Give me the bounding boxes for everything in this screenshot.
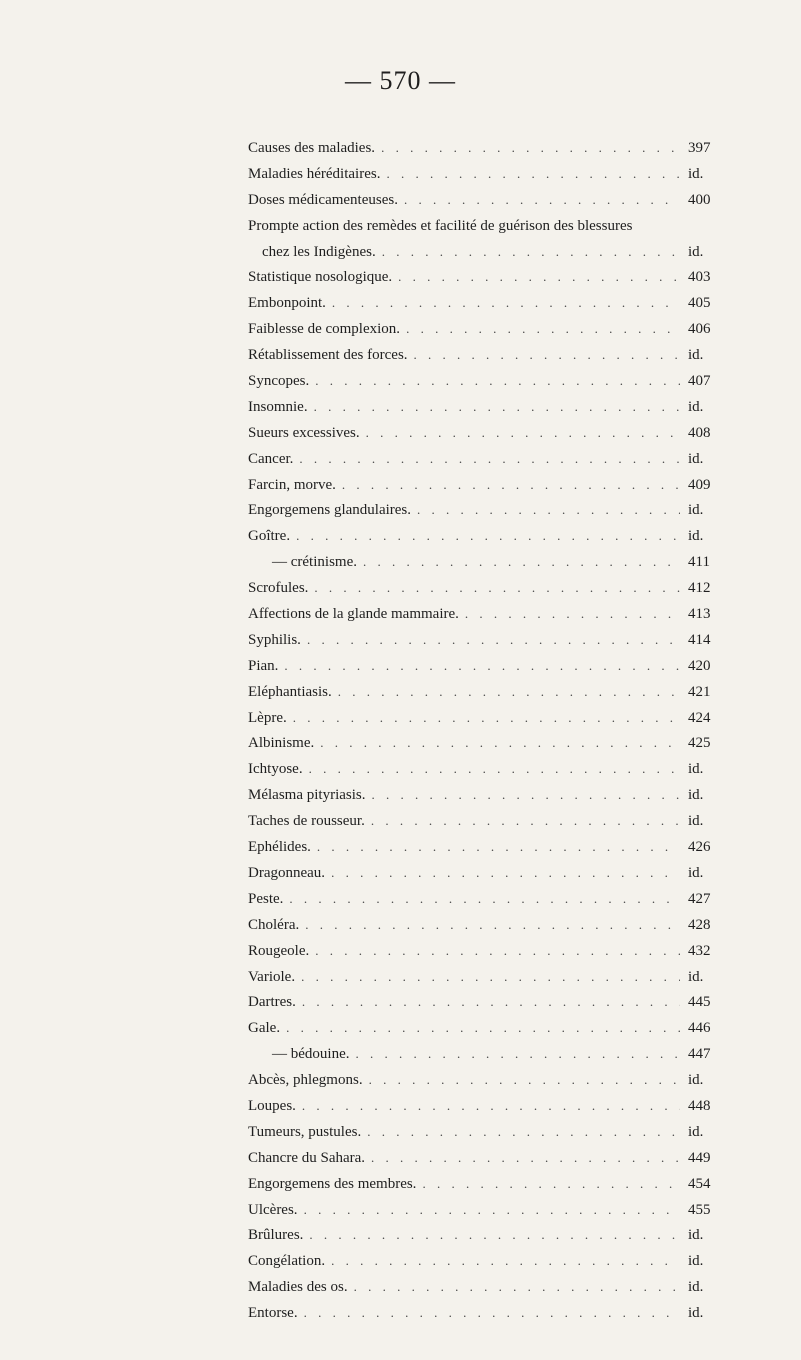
entry-label: Insomnie.	[248, 398, 308, 415]
entry-label: Ichtyose.	[248, 761, 303, 778]
leader-dots	[363, 554, 680, 570]
toc-entry	[248, 347, 718, 373]
entry-page: 407	[688, 373, 711, 390]
toc-entry	[248, 917, 718, 943]
leader-dots	[414, 347, 680, 363]
toc-entry	[248, 943, 718, 969]
entry-label: Choléra.	[248, 916, 300, 933]
entry-label: Ulcères.	[248, 1201, 298, 1218]
entry-label: Goître.	[248, 528, 291, 545]
entry-page: id.	[688, 347, 704, 364]
entry-page: id.	[688, 1123, 704, 1140]
leader-dots	[369, 1072, 680, 1088]
toc-entry	[248, 269, 718, 295]
entry-page: id.	[688, 968, 704, 985]
leader-dots	[406, 321, 680, 337]
entry-label: Dartres.	[248, 994, 296, 1011]
entry-label: Albinisme.	[248, 735, 315, 752]
leader-dots	[299, 451, 680, 467]
entry-page: id.	[688, 1072, 704, 1089]
leader-dots	[309, 1227, 680, 1243]
entry-label: Syncopes.	[248, 373, 310, 390]
entry-label: Farcin, morve.	[248, 476, 336, 493]
entry-label: Engorgemens glandulaires.	[248, 502, 412, 519]
entry-page: id.	[688, 528, 704, 545]
leader-dots	[293, 710, 680, 726]
entry-page: id.	[688, 813, 704, 830]
toc-entry	[248, 321, 718, 347]
leader-dots	[465, 606, 680, 622]
entry-page: 409	[688, 476, 711, 493]
entry-label: Abcès, phlegmons.	[248, 1072, 363, 1089]
entry-label: Chancre du Sahara.	[248, 1149, 366, 1166]
leader-dots	[296, 528, 680, 544]
entry-label: Prompte action des remèdes et facilité de guérison des blessures	[248, 217, 633, 234]
leader-dots	[367, 1124, 680, 1140]
page-number: — 570 —	[345, 66, 456, 95]
entry-label: Rétablissement des forces.	[248, 347, 408, 364]
leader-dots	[386, 166, 680, 182]
entry-page: id.	[688, 761, 704, 778]
toc-entry	[248, 735, 718, 761]
entry-page: id.	[688, 1305, 704, 1322]
leader-dots	[371, 787, 680, 803]
toc-entry	[248, 813, 718, 839]
leader-dots	[366, 425, 680, 441]
toc-entry	[248, 554, 718, 580]
toc-entry	[248, 632, 718, 658]
entry-page: 420	[688, 657, 711, 674]
entry-page: 448	[688, 1097, 711, 1114]
toc-entry	[248, 166, 718, 192]
entry-label: Syphilis.	[248, 631, 301, 648]
leader-dots	[331, 865, 680, 881]
entry-label: Variole.	[248, 968, 296, 985]
entry-page: 432	[688, 942, 711, 959]
entry-page: 427	[688, 890, 711, 907]
leader-dots	[314, 399, 680, 415]
toc-entry	[248, 477, 718, 503]
leader-dots	[398, 269, 680, 285]
toc-entry	[248, 528, 718, 554]
toc-entry	[248, 1020, 718, 1046]
entry-page: 412	[688, 580, 711, 597]
entry-page: 406	[688, 321, 711, 338]
leader-dots	[304, 1305, 680, 1321]
entry-page: id.	[688, 1253, 704, 1270]
toc-entry	[248, 865, 718, 891]
leader-dots	[304, 1202, 680, 1218]
toc-entry	[248, 994, 718, 1020]
entry-label: Faiblesse de complexion.	[248, 321, 401, 338]
toc-entry	[248, 192, 718, 218]
leader-dots	[289, 891, 680, 907]
entry-page: 408	[688, 424, 711, 441]
leader-dots	[317, 839, 680, 855]
entry-page: id.	[688, 243, 704, 260]
entry-page: 449	[688, 1149, 711, 1166]
leader-dots	[332, 295, 680, 311]
entry-label: Maladies héréditaires.	[248, 165, 381, 182]
leader-dots	[314, 580, 680, 596]
toc-entry	[248, 1279, 718, 1305]
entry-page: 424	[688, 709, 711, 726]
entry-page: 455	[688, 1201, 711, 1218]
leader-dots	[315, 943, 680, 959]
toc-entry	[248, 969, 718, 995]
leader-dots	[382, 244, 680, 260]
entry-page: id.	[688, 165, 704, 182]
entry-label: Causes des maladies.	[248, 140, 376, 156]
entry-page: 414	[688, 631, 711, 648]
entry-label: — crétinisme.	[272, 554, 357, 571]
entry-page: 425	[688, 735, 711, 752]
toc-entry	[248, 1176, 718, 1202]
entry-label: Rougeole.	[248, 942, 310, 959]
entry-label: Affections de la glande mammaire.	[248, 606, 459, 623]
entry-label: Taches de rousseur.	[248, 813, 365, 830]
entry-label: Ephélides.	[248, 839, 311, 856]
entry-page: 421	[688, 683, 711, 700]
toc-entry	[248, 425, 718, 451]
toc-entry	[248, 244, 718, 270]
leader-dots	[422, 1176, 680, 1192]
entry-label: Tumeurs, pustules.	[248, 1123, 362, 1140]
entry-label: Sueurs excessives.	[248, 424, 360, 441]
entry-label: Pian.	[248, 657, 279, 674]
entry-label: Scrofules.	[248, 580, 309, 597]
toc-entry	[248, 140, 718, 166]
toc-entry	[248, 787, 718, 813]
entry-label: Dragonneau.	[248, 864, 326, 881]
entry-page: 405	[688, 295, 711, 312]
leader-dots	[371, 1150, 680, 1166]
entry-label: Engorgemens des membres.	[248, 1175, 417, 1192]
leader-dots	[404, 192, 680, 208]
leader-dots	[417, 502, 680, 518]
leader-dots	[302, 994, 680, 1010]
entry-page: id.	[688, 398, 704, 415]
entry-page: 403	[688, 269, 711, 286]
entry-page: 454	[688, 1175, 711, 1192]
leader-dots	[354, 1279, 680, 1295]
entry-page: 411	[688, 554, 710, 571]
entry-page: id.	[688, 450, 704, 467]
entry-label: Embonpoint.	[248, 295, 326, 312]
entry-label: Congélation.	[248, 1253, 326, 1270]
leader-dots	[284, 658, 680, 674]
leader-dots	[381, 140, 680, 156]
entry-label: Lèpre.	[248, 709, 287, 726]
toc-entry	[248, 580, 718, 606]
entry-page: id.	[688, 787, 704, 804]
entry-label: Eléphantiasis.	[248, 683, 332, 700]
entry-page: 426	[688, 839, 711, 856]
leader-dots	[301, 969, 680, 985]
toc-entry	[248, 1124, 718, 1150]
entry-label: — bédouine.	[272, 1046, 350, 1063]
toc-entry	[248, 684, 718, 710]
toc-entry	[248, 1227, 718, 1253]
leader-dots	[338, 684, 680, 700]
toc-entry	[248, 1253, 718, 1279]
entry-page: id.	[688, 1279, 704, 1296]
leader-dots	[342, 477, 680, 493]
entry-label: Loupes.	[248, 1097, 296, 1114]
toc-entry	[248, 658, 718, 684]
toc-entry	[248, 1202, 718, 1228]
entry-label: Peste.	[248, 890, 284, 907]
entry-page: 447	[688, 1046, 711, 1063]
entry-page: 446	[688, 1020, 711, 1037]
leader-dots	[315, 373, 680, 389]
leader-dots	[307, 632, 680, 648]
toc-entry	[248, 761, 718, 787]
entry-label: Mélasma pityriasis.	[248, 787, 366, 804]
entry-label: Gale.	[248, 1020, 281, 1037]
entry-label: Doses médicamenteuses.	[248, 191, 398, 208]
toc-entry	[248, 606, 718, 632]
leader-dots	[305, 917, 680, 933]
toc-entry	[248, 502, 718, 528]
toc-entry-continued	[248, 218, 718, 244]
leader-dots	[371, 813, 680, 829]
entry-page: 445	[688, 994, 711, 1011]
entry-page: 397	[688, 140, 711, 156]
leader-dots	[302, 1098, 680, 1114]
table-of-contents	[248, 140, 718, 1331]
leader-dots	[286, 1020, 680, 1036]
toc-entry	[248, 710, 718, 736]
entry-page: 428	[688, 916, 711, 933]
entry-page: 413	[688, 606, 711, 623]
entry-label: Cancer.	[248, 450, 294, 467]
toc-entry	[248, 891, 718, 917]
toc-entry	[248, 295, 718, 321]
toc-entry	[248, 1046, 718, 1072]
toc-entry	[248, 839, 718, 865]
toc-entry	[248, 373, 718, 399]
leader-dots	[331, 1253, 680, 1269]
entry-page: 400	[688, 191, 711, 208]
entry-page: id.	[688, 1227, 704, 1244]
entry-label: Brûlures.	[248, 1227, 304, 1244]
entry-label: Statistique nosologique.	[248, 269, 393, 286]
toc-entry	[248, 1305, 718, 1331]
entry-page: id.	[688, 502, 704, 519]
entry-label: Maladies des os.	[248, 1279, 348, 1296]
entry-label: chez les Indigènes.	[262, 243, 376, 260]
entry-label: Entorse.	[248, 1305, 298, 1322]
toc-entry	[248, 399, 718, 425]
toc-entry	[248, 1098, 718, 1124]
entry-page: id.	[688, 864, 704, 881]
leader-dots	[355, 1046, 680, 1062]
toc-entry	[248, 1150, 718, 1176]
toc-entry	[248, 1072, 718, 1098]
leader-dots	[309, 761, 680, 777]
leader-dots	[320, 735, 680, 751]
toc-entry	[248, 451, 718, 477]
